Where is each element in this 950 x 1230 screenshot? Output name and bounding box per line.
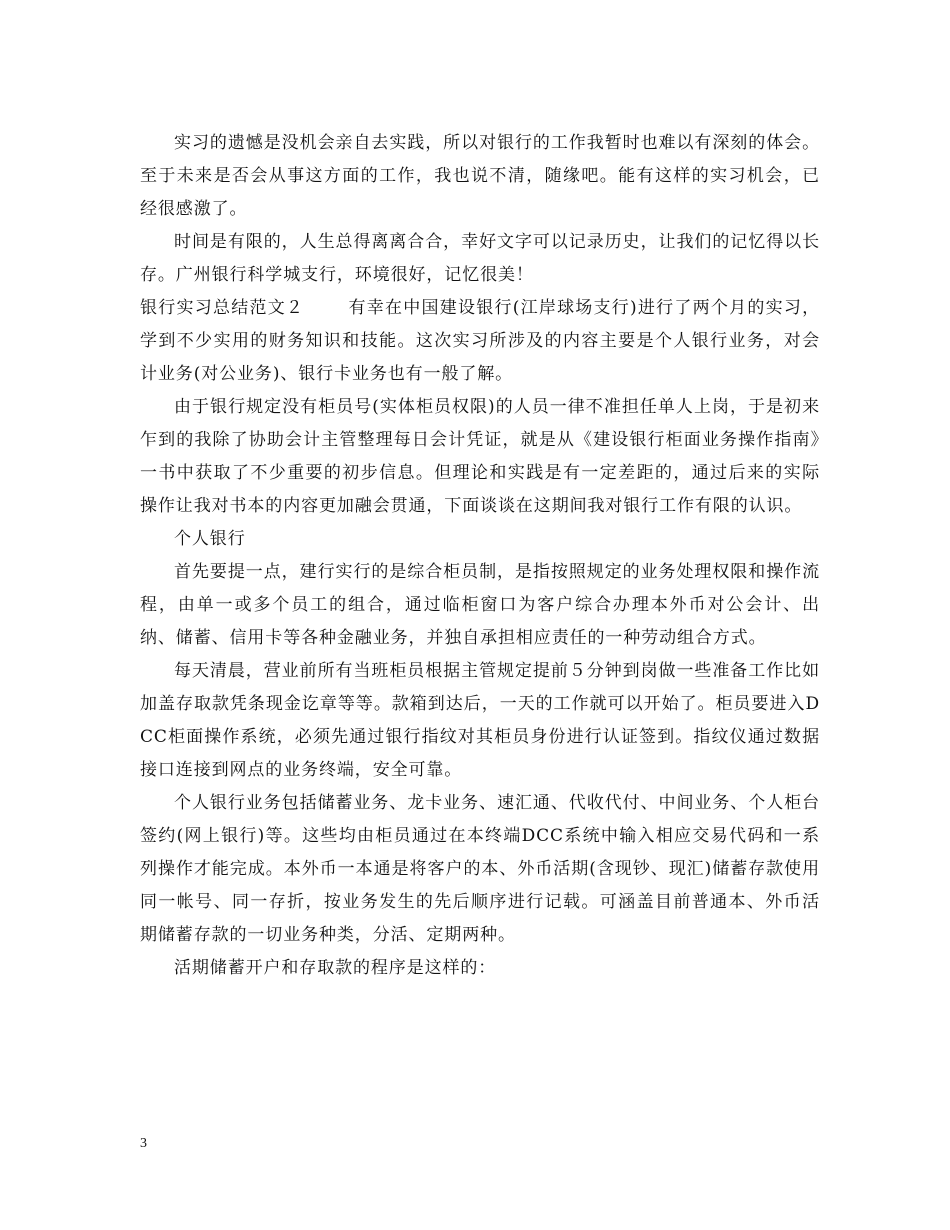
paragraph: 由于银行规定没有柜员号(实体柜员权限)的人员一律不准担任单人上岗，于是初来乍到的我除了协助会计主管整理每日会计凭证，就是从《建设银行柜面业务操作指南》一书中获取了不少重要的初步信息。但理论和实践是有一定差距的，通过后来的实际操作让我对书本的内容更加融会贯通，下面谈谈在这期间我对银行工作有限的认识。	[140, 397, 820, 516]
paragraph-text: 有幸在中国建设银行(江岸球场支行)进行了两个月的实习，学到不少实用的财务知识和技能。这次实习所涉及的内容主要是个人银行业务，对会计业务(对公业务)、银行卡业务也有一般了解。	[140, 298, 820, 384]
paragraph: 个人银行业务包括储蓄业务、龙卡业务、速汇通、代收代付、中间业务、个人柜台签约(网上银行)等。这些均由柜员通过在本终端DCC系统中输入相应交易代码和一系列操作才能完成。本外币一本通是将客户的本、外币活期(含现钞、现汇)储蓄存款使用同一帐号、同一存折，按业务发生的先后顺序进行记载。可涵盖目前普通本、外币活期储蓄存款的一切业务种类，分活、定期两种。	[140, 793, 820, 945]
paragraph: 活期储蓄开户和存取款的程序是这样的：	[174, 958, 497, 978]
body-text	[140, 127, 820, 985]
page-number: 3	[140, 1136, 147, 1151]
paragraph: 时间是有限的，人生总得离离合合，幸好文字可以记录历史，让我们的记忆得以长存。广州银行科学城支行，环境很好，记忆很美！	[140, 232, 820, 285]
paragraph: 实习的遗憾是没机会亲自去实践，所以对银行的工作我暂时也难以有深刻的体会。至于未来是否会从事这方面的工作，我也说不清，随缘吧。能有这样的实习机会，已经很感激了。	[140, 133, 820, 219]
paragraph: 首先要提一点，建行实行的是综合柜员制，是指按照规定的业务处理权限和操作流程，由单一或多个员工的组合，通过临柜窗口为客户综合办理本外币对公会计、出纳、储蓄、信用卡等各种金融业务，并独自承担相应责任的一种劳动组合方式。	[140, 562, 820, 648]
subheading: 个人银行	[174, 529, 246, 549]
paragraph-with-heading	[140, 292, 820, 391]
paragraph: 每天清晨，营业前所有当班柜员根据主管规定提前５分钟到岗做一些准备工作比如加盖存取款凭条现金讫章等等。款箱到达后，一天的工作就可以开始了。柜员要进入DCC柜面操作系统，必须先通过银行指纹对其柜员身份进行认证签到。指纹仪通过数据接口连接到网点的业务终端，安全可靠。	[140, 661, 820, 780]
section-heading: 银行实习总结范文２	[140, 298, 305, 318]
